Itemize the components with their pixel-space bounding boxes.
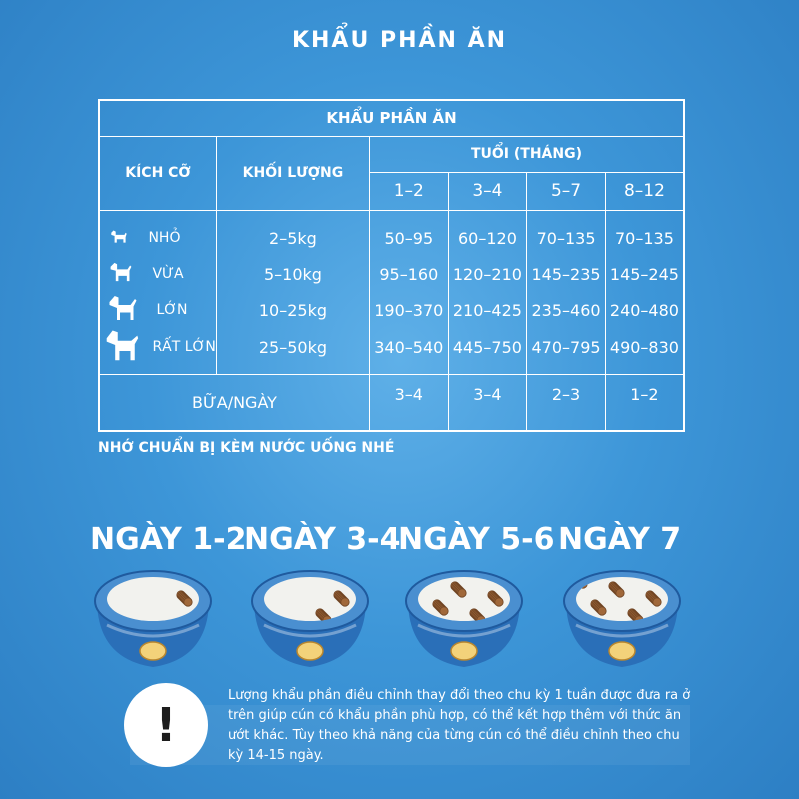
value-cell: 470–795 bbox=[527, 328, 606, 375]
value-cell: 190–370 bbox=[369, 292, 448, 328]
size-cell: NHỎ bbox=[99, 210, 216, 256]
day-label: NGÀY 5-6 bbox=[398, 522, 555, 557]
table-row bbox=[99, 210, 684, 256]
xlarge-dog-icon bbox=[104, 328, 140, 366]
value-cell: 340–540 bbox=[369, 328, 448, 375]
food-bowl-icon bbox=[404, 563, 524, 673]
table-row bbox=[99, 328, 684, 375]
value-cell: 95–160 bbox=[369, 256, 448, 292]
food-bowl-icon bbox=[93, 563, 213, 673]
month-header: 8–12 bbox=[605, 172, 684, 210]
value-cell: 145–235 bbox=[527, 256, 606, 292]
month-header: 1–2 bbox=[369, 172, 448, 210]
month-header: 3–4 bbox=[448, 172, 527, 210]
value-cell: 210–425 bbox=[448, 292, 527, 328]
day-label: NGÀY 3-4 bbox=[244, 522, 401, 557]
col-header-weight: KHỐI LƯỢNG bbox=[216, 136, 369, 210]
value-cell: 70–135 bbox=[605, 210, 684, 256]
day-label: NGÀY 7 bbox=[558, 522, 682, 557]
value-cell: 145–245 bbox=[605, 256, 684, 292]
month-header: 5–7 bbox=[527, 172, 606, 210]
page-title: KHẨU PHẦN ĂN bbox=[291, 28, 508, 53]
value-cell: 50–95 bbox=[369, 210, 448, 256]
weight-cell: 2–5kg bbox=[216, 210, 369, 256]
table-row bbox=[99, 375, 684, 431]
meals-cell: 3–4 bbox=[448, 375, 527, 431]
size-cell: LỚN bbox=[99, 292, 216, 328]
col-header-size: KÍCH CỠ bbox=[99, 136, 216, 210]
small-dog-icon bbox=[108, 225, 130, 251]
food-bowl-icon bbox=[562, 563, 682, 673]
value-cell: 240–480 bbox=[605, 292, 684, 328]
food-bowl-icon bbox=[250, 563, 370, 673]
meals-cell: 3–4 bbox=[369, 375, 448, 431]
table-header: KHẨU PHẦN ĂN bbox=[99, 100, 684, 136]
value-cell: 235–460 bbox=[527, 292, 606, 328]
large-dog-icon bbox=[108, 293, 138, 327]
feeding-table bbox=[98, 99, 685, 432]
meals-cell: 1–2 bbox=[605, 375, 684, 431]
value-cell: 120–210 bbox=[448, 256, 527, 292]
col-header-age: TUỔI (THÁNG) bbox=[369, 136, 684, 172]
notice-text: Lượng khẩu phần điều chỉnh thay đổi theo chu kỳ 1 tuần được đưa ra ở trên giúp cún có khẩu phần phù hợp, có thể kết hợp thêm với thức ăn ướt khác. Tùy theo khả năng của từng cún có thể điều chỉnh theo chu kỳ 14-15 ngày. bbox=[228, 688, 691, 763]
medium-dog-icon bbox=[108, 259, 134, 289]
meals-cell: 2–3 bbox=[527, 375, 606, 431]
weight-cell: 10–25kg bbox=[216, 292, 369, 328]
weight-cell: 25–50kg bbox=[216, 328, 369, 375]
value-cell: 60–120 bbox=[448, 210, 527, 256]
water-reminder: NHỚ CHUẨN BỊ KÈM NƯỚC UỐNG NHÉ bbox=[98, 440, 395, 456]
size-cell: VỪA bbox=[99, 256, 216, 292]
table-row bbox=[99, 292, 684, 328]
value-cell: 445–750 bbox=[448, 328, 527, 375]
exclamation-icon: ! bbox=[124, 683, 208, 767]
weight-cell: 5–10kg bbox=[216, 256, 369, 292]
meals-label: BỮA/NGÀY bbox=[99, 375, 369, 431]
day-label: NGÀY 1-2 bbox=[90, 522, 247, 557]
value-cell: 70–135 bbox=[527, 210, 606, 256]
value-cell: 490–830 bbox=[605, 328, 684, 375]
table-row bbox=[99, 256, 684, 292]
size-cell: RẤT LỚN bbox=[99, 328, 216, 375]
